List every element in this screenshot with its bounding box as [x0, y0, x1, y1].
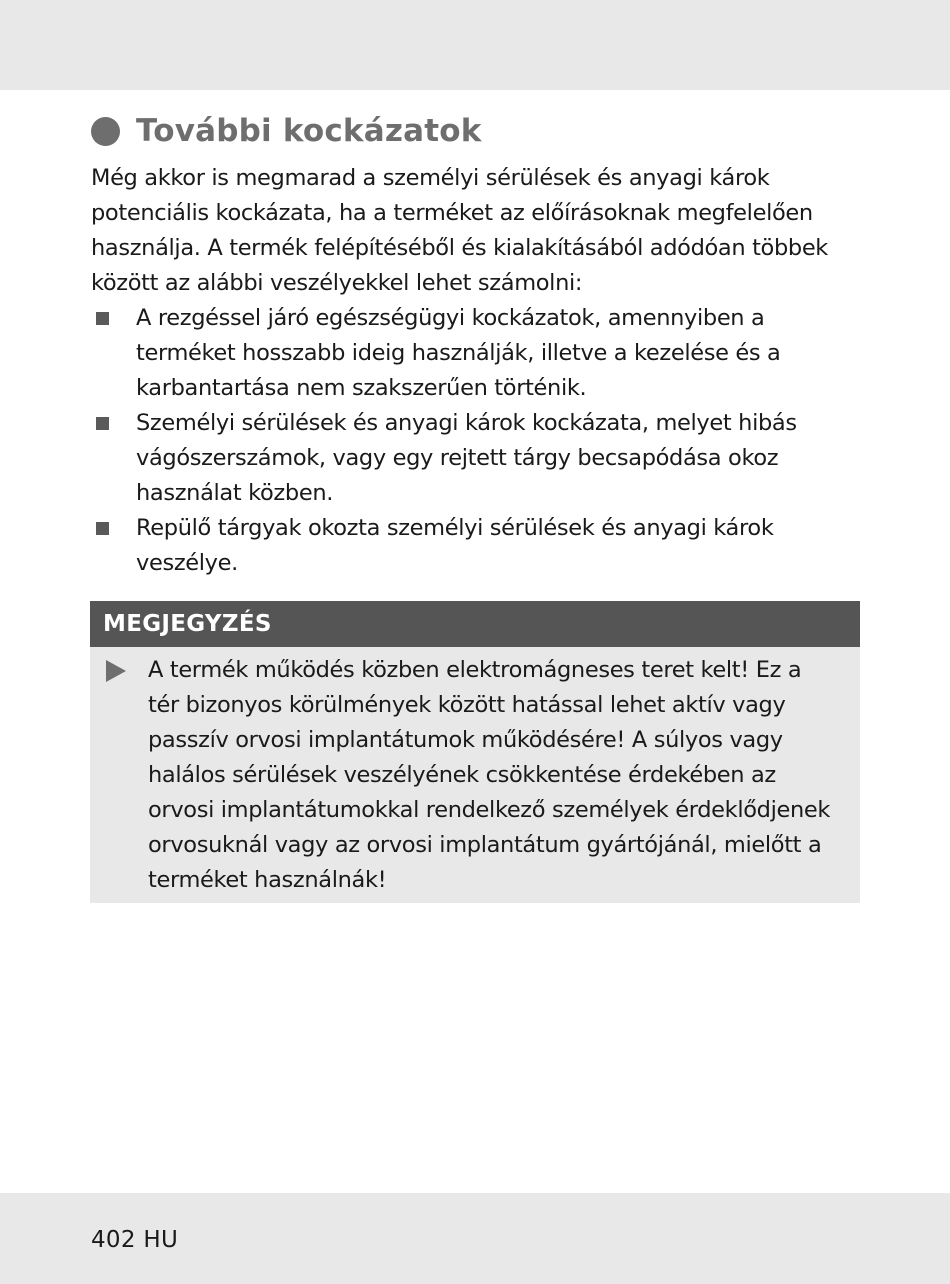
risk-item-cutting-tools — [91, 406, 861, 511]
intro-line: Még akkor is megmarad a személyi sérülések és anyagi károk — [91, 165, 770, 191]
intro-paragraph — [91, 161, 861, 301]
note-line: tér bizonyos körülmények között hatással lehet aktív vagy — [148, 692, 786, 718]
note-line: A termék működés közben elektromágneses teret kelt! Ez a — [148, 657, 802, 683]
note-line: orvosi implantátumokkal rendelkező személyek érdeklődjenek — [148, 797, 831, 823]
risk-line: használat közben. — [136, 480, 334, 506]
intro-line: között az alábbi veszélyekkel lehet számolni: — [91, 270, 583, 296]
note-body — [90, 647, 860, 898]
note-line: passzív orvosi implantátumok működésére! A súlyos vagy — [148, 727, 783, 753]
risk-line: terméket hosszabb ideig használják, illetve a kezelése és a — [136, 340, 781, 366]
page-number: 402 HU — [91, 1227, 179, 1253]
note-line: orvosuknál vagy az orvosi implantátum gyártójánál, mielőtt a — [148, 832, 822, 858]
play-arrow-icon — [106, 660, 126, 682]
intro-line: potenciális kockázata, ha a terméket az előírásoknak megfelelően — [91, 200, 813, 226]
square-bullet-icon — [96, 312, 109, 325]
risk-line: Személyi sérülések és anyagi károk kockázata, melyet hibás — [136, 410, 797, 436]
square-bullet-icon — [96, 522, 109, 535]
heading-bullet-icon — [91, 117, 120, 146]
square-bullet-icon — [96, 417, 109, 430]
intro-line: használja. A termék felépítéséből és kialakításából adódóan többek — [91, 235, 828, 261]
note-header: MEGJEGYZÉS — [90, 601, 860, 647]
note-line: halálos sérülések veszélyének csökkentése érdekében az — [148, 762, 776, 788]
risk-line: A rezgéssel járó egészségügyi kockázatok, amennyiben a — [136, 305, 765, 331]
section-heading — [91, 108, 851, 154]
risk-line: veszélye. — [136, 550, 238, 576]
note-box — [90, 601, 860, 903]
risk-line: karbantartása nem szakszerűen történik. — [136, 375, 587, 401]
risk-item-flying-objects — [91, 511, 861, 581]
risk-line: vágószerszámok, vagy egy rejtett tárgy becsapódása okoz — [136, 445, 779, 471]
risk-list — [91, 301, 861, 581]
risk-line: Repülő tárgyak okozta személyi sérülések és anyagi károk — [136, 515, 774, 541]
top-margin-band — [0, 0, 950, 90]
section-title: További kockázatok — [136, 113, 482, 149]
risk-item-vibration — [91, 301, 861, 406]
note-line: terméket használnák! — [148, 867, 387, 893]
